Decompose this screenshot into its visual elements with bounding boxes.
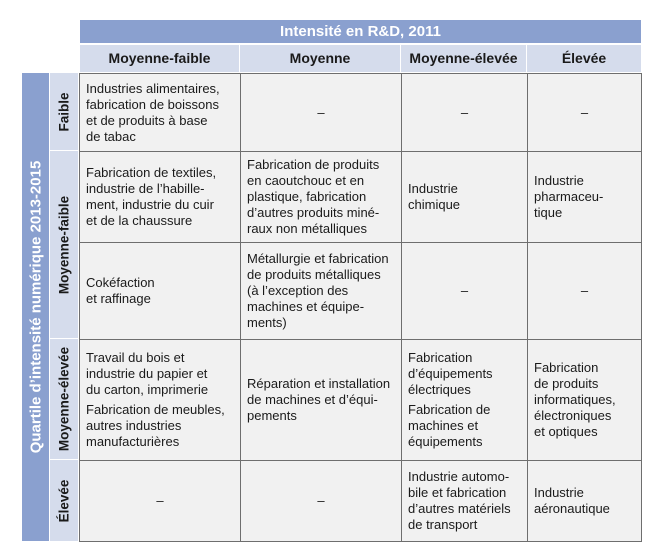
table-cell-empty: – bbox=[401, 73, 528, 152]
cell-text: Fabrication de meubles, autres industries manufacturières bbox=[86, 402, 225, 449]
column-header-moyenne-elevee: Moyenne-élevée bbox=[401, 45, 526, 72]
row-header-label: Élevée bbox=[56, 479, 72, 522]
cell-text: Industrie chimique bbox=[408, 181, 461, 212]
table-cell-empty: – bbox=[401, 242, 528, 340]
table-cell bbox=[240, 339, 402, 461]
table-cell bbox=[79, 73, 241, 152]
table-cell bbox=[527, 151, 642, 243]
column-header-elevee: Élevée bbox=[527, 45, 641, 72]
column-header-moyenne: Moyenne bbox=[240, 45, 400, 72]
table-cell-empty: – bbox=[527, 73, 642, 152]
table-cell bbox=[527, 460, 642, 542]
table-cell bbox=[240, 242, 402, 340]
cell-text: Métallurgie et fabrication de produits métalliques (à l’exception des machines et équipe- ments) bbox=[247, 251, 389, 330]
cell-text: Fabrication de textiles, industrie de l’habille- ment, industrie du cuir et de la chaussure bbox=[86, 165, 217, 228]
cell-text: Cokéfaction et raffinage bbox=[86, 275, 155, 306]
row-header-moyenne-elevee bbox=[50, 339, 78, 459]
row-header-label: Moyenne-faible bbox=[56, 195, 72, 294]
cell-text: Fabrication de machines et équipements bbox=[408, 402, 491, 449]
table-cell-empty: – bbox=[79, 460, 241, 542]
cell-text: Industrie automo- bile et fabrication d’autres matériels de transport bbox=[408, 469, 511, 532]
digital-intensity-header bbox=[22, 73, 49, 541]
table-cell bbox=[79, 339, 241, 461]
cell-text: Fabrication d’équipements électriques bbox=[408, 350, 493, 397]
cell-text: Industrie aéronautique bbox=[534, 485, 610, 516]
table-cell bbox=[79, 242, 241, 340]
row-header-faible bbox=[50, 73, 78, 150]
table-cell bbox=[401, 460, 528, 542]
table-cell-empty: – bbox=[240, 460, 402, 542]
cell-text: Industrie pharmaceu- tique bbox=[534, 173, 604, 220]
table-cell bbox=[401, 339, 528, 461]
table-cell bbox=[240, 151, 402, 243]
cell-text: Travail du bois et industrie du papier et du carton, imprimerie bbox=[86, 350, 209, 397]
digital-intensity-label: Quartile d’intensité numérique 2013-2015 bbox=[27, 160, 44, 454]
table-cell bbox=[401, 151, 528, 243]
cell-text: Fabrication de produits en caoutchouc et en plastique, fabrication d’autres produits miné- raux non métalliques bbox=[247, 157, 380, 236]
table-cell bbox=[79, 151, 241, 243]
table-cell bbox=[527, 339, 642, 461]
rd-intensity-header: Intensité en R&D, 2011 bbox=[80, 20, 641, 43]
row-header-label: Faible bbox=[56, 91, 72, 132]
cell-text: Réparation et installation de machines et d’équi- pements bbox=[247, 376, 391, 423]
cell-text: Industries alimentaires, fabrication de boissons et de produits à base de tabac bbox=[86, 80, 220, 144]
column-header-moyenne-faible: Moyenne-faible bbox=[80, 45, 239, 72]
row-header-label: Moyenne-élevée bbox=[56, 346, 72, 452]
table-cell-empty: – bbox=[527, 242, 642, 340]
row-header-moyenne-faible bbox=[50, 151, 78, 338]
cell-text: Fabrication de produits informatiques, électroniques et optiques bbox=[534, 360, 616, 439]
row-header-elevee bbox=[50, 460, 78, 541]
table-cell-empty: – bbox=[240, 73, 402, 152]
